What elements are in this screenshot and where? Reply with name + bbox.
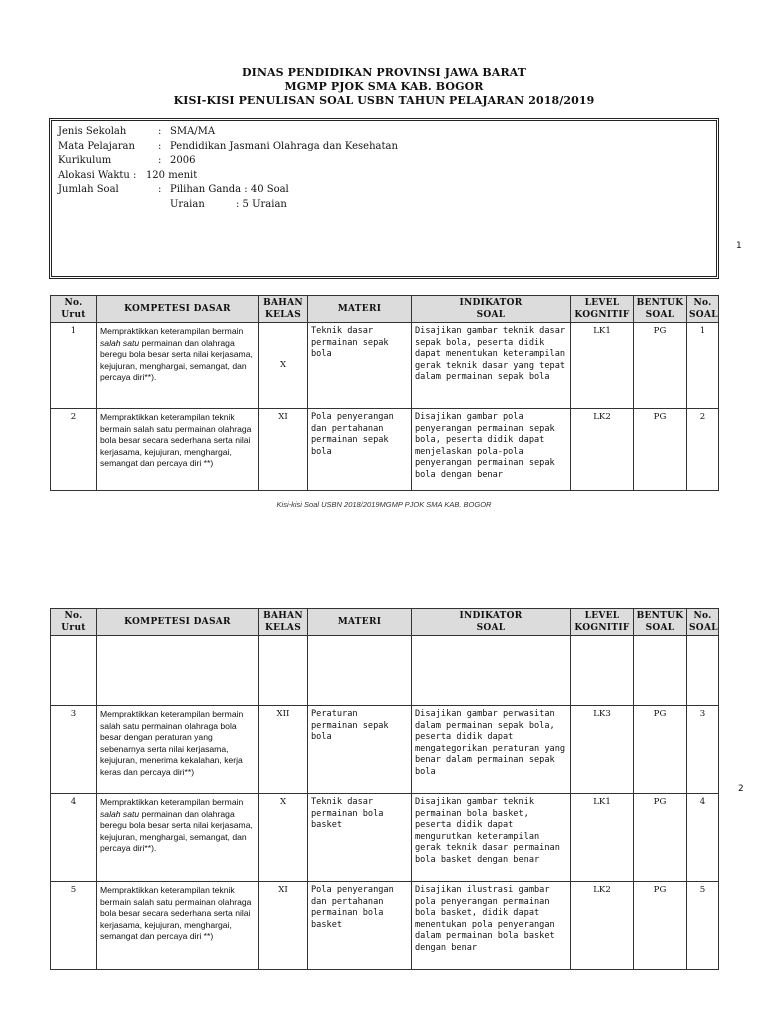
school-info-box [49,118,719,279]
info-colon: : [158,140,162,152]
info-colon: : [158,184,162,195]
col-indikator-soal: INDIKATOR SOAL [412,296,571,323]
table-row [51,882,719,970]
info-colon: : [158,155,162,166]
header-line-dinas: DINAS PENDIDIKAN PROVINSI JAWA BARAT [241,66,526,79]
cell-kompetensi: Mempraktikkan keterampilan teknik bermain salah satu permainan olahraga bola besar secara sederhana serta nilai kerjasama, kejujuran, menghargai, semangat dan percaya diri **) [97,409,259,491]
cell-nosoal: 1 [687,323,719,409]
col-no-soal: No. SOAL [687,296,719,323]
cell-kelas: X [259,323,308,409]
info-label: Jenis Sekolah [58,126,127,137]
cell-materi: Pola penyerangan dan pertahanan permainan sepak bola [308,409,412,491]
info-text: Alokasi Waktu : 120 menit [58,169,198,181]
cell-nosoal: 4 [687,794,719,882]
cell-materi: Teknik dasar permainan bola basket [308,794,412,882]
col-no-urut: No. Urut [51,296,97,323]
info-colon: : [158,126,162,137]
col-materi: MATERI [308,609,412,636]
cell-kompetensi: Mempraktikkan keterampilan bermain salah satu permainan dan olahraga beregu bola besar serta nilai kerjasama, kejujuran, menghargai, semangat, dan percaya diri**). [97,794,259,882]
cell-bentuk: PG [634,794,687,882]
cell-bentuk: PG [634,409,687,491]
col-indikator-soal: INDIKATOR SOAL [412,609,571,636]
cell-nosoal: 3 [687,706,719,794]
cell-level: LK3 [571,706,634,794]
col-bahan-kelas: BAHAN KELAS [259,296,308,323]
cell-kompetensi: Mempraktikkan keterampilan bermain salah satu permainan dan olahraga beregu bola besar serta nilai kerjasama, kejujuran, menghargai, semangat, dan percaya diri**). [97,323,259,409]
table-row [51,794,719,882]
page-footer: Kisi-kisi Soal USBN 2018/2019MGMP PJOK SMA KAB. BOGOR [276,500,492,509]
cell-bentuk: PG [634,323,687,409]
info-row-kurikulum [58,154,710,169]
table-row [51,323,719,409]
info-value: Pilihan Ganda : 40 Soal [170,184,289,195]
cell-indikator: Disajikan gambar teknik permainan bola basket, peserta didik dapat mengurutkan keterampilan gerak teknik dasar permainan bola basket dengan benar [412,794,571,882]
col-materi: MATERI [308,296,412,323]
cell-indikator: Disajikan gambar pola penyerangan permainan sepak bola, peserta didik dapat menjelaskan pola-pola penyerangan permainan sepak bola dengan benar [412,409,571,491]
page-number-2: 2 [738,784,744,794]
info-row-jumlah-soal [58,183,710,198]
cell-no: 4 [51,794,97,882]
kisi-table-page-1 [50,295,719,491]
cell-nosoal: 5 [687,882,719,970]
table-header-row [51,296,719,323]
cell-bentuk: PG [634,882,687,970]
cell-kompetensi: Mempraktikkan keterampilan bermain salah satu permainan olahraga bola besar dengan peraturan yang sebenarnya serta nilai kerjasama, kejujuran, menerima kekalahan, kerja keras dan percaya diri**) [97,706,259,794]
info-value: Pendidikan Jasmani Olahraga dan Kesehatan [170,140,398,152]
col-no-soal: No. SOAL [687,609,719,636]
col-kompetensi-dasar: KOMPETESI DASAR [97,296,259,323]
col-no-urut: No. Urut [51,609,97,636]
cell-kelas: XI [259,882,308,970]
cell-level: LK2 [571,409,634,491]
info-row-jenis-sekolah [58,125,710,140]
col-kompetensi-dasar: KOMPETESI DASAR [97,609,259,636]
table-row-empty [51,636,719,706]
cell-nosoal: 2 [687,409,719,491]
cell-level: LK1 [571,794,634,882]
info-row-mata-pelajaran [58,140,710,155]
page-number-1: 1 [736,241,742,251]
cell-kompetensi: Mempraktikkan keterampilan teknik bermain salah satu permainan olahraga bola besar secara sederhana serta nilai kerjasama, kejujuran, menghargai, semangat dan percaya diri **) [97,882,259,970]
info-row-alokasi-waktu [58,169,710,184]
info-label: Uraian [170,198,205,210]
info-row-uraian [58,198,710,213]
col-bentuk-soal: BENTUK SOAL [634,609,687,636]
cell-indikator: Disajikan gambar teknik dasar sepak bola, peserta didik dapat menentukan keterampilan gerak teknik dasar yang tepat dalam permainan sepak bola [412,323,571,409]
info-label: Jumlah Soal [58,184,119,195]
cell-materi: Peraturan permainan sepak bola [308,706,412,794]
document-header [0,66,768,108]
cell-materi: Teknik dasar permainan sepak bola [308,323,412,409]
cell-no: 3 [51,706,97,794]
col-bentuk-soal: BENTUK SOAL [634,296,687,323]
col-level-kognitif: LEVEL KOGNITIF [571,609,634,636]
cell-kelas: XII [259,706,308,794]
cell-no: 5 [51,882,97,970]
cell-no: 2 [51,409,97,491]
col-level-kognitif: LEVEL KOGNITIF [571,296,634,323]
kisi-table-page-2 [50,608,719,970]
cell-kelas: XI [259,409,308,491]
cell-kelas: X [259,794,308,882]
cell-level: LK1 [571,323,634,409]
cell-no: 1 [51,323,97,409]
table-row [51,706,719,794]
cell-level: LK2 [571,882,634,970]
col-bahan-kelas: BAHAN KELAS [259,609,308,636]
info-value: 2006 [170,155,196,166]
cell-indikator: Disajikan ilustrasi gambar pola penyerangan permainan bola basket, didik dapat menentukan pola penyerangan dalam permainan bola basket dengan benar [412,882,571,970]
info-value: SMA/MA [170,126,216,137]
info-label: Kurikulum [58,155,112,166]
header-line-mgmp: MGMP PJOK SMA KAB. BOGOR [284,80,484,93]
cell-bentuk: PG [634,706,687,794]
table-row [51,409,719,491]
cell-materi: Pola penyerangan dan pertahanan permainan bola basket [308,882,412,970]
header-line-title: KISI-KISI PENULISAN SOAL USBN TAHUN PELAJARAN 2018/2019 [173,94,595,107]
info-value: : 5 Uraian [236,198,287,210]
table-header-row [51,609,719,636]
cell-indikator: Disajikan gambar perwasitan dalam permainan sepak bola, peserta didik dapat mengategorikan peraturan yang benar dalam permainan sepak bola [412,706,571,794]
info-label: Mata Pelajaran [58,140,135,152]
